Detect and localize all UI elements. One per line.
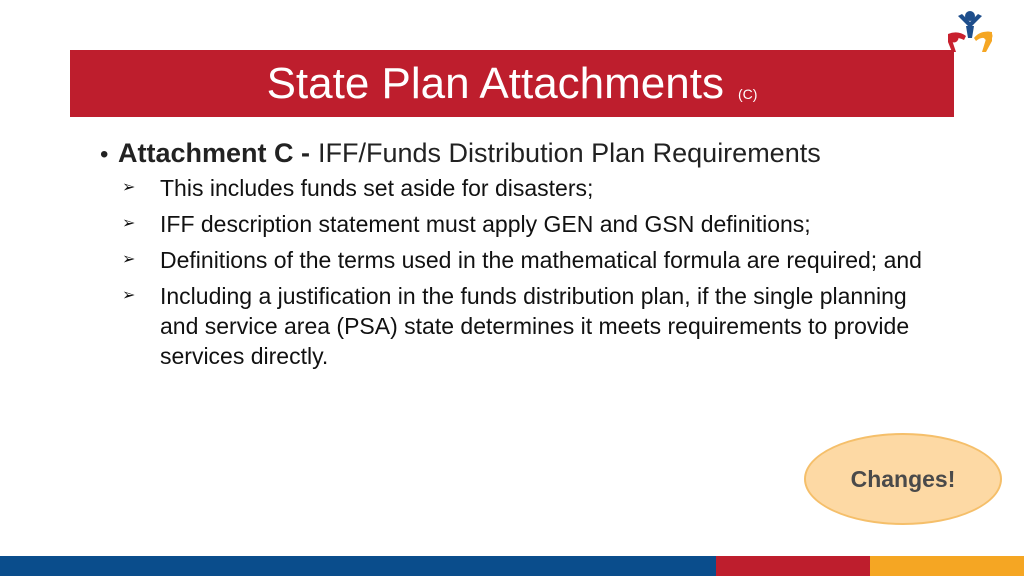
- sub-bullet-text: Definitions of the terms used in the mathematical formula are required; and: [160, 247, 922, 273]
- footer-blue-segment: [0, 556, 716, 576]
- arrowhead-icon: ➢: [122, 287, 136, 304]
- main-bullet-text: IFF/Funds Distribution Plan Requirements: [318, 138, 821, 168]
- sub-bullet-item: [100, 173, 940, 203]
- footer-color-bar: [0, 556, 1024, 576]
- arrowhead-icon: ➢: [122, 251, 136, 268]
- organization-logo-icon: [944, 8, 996, 56]
- sub-bullet-text: IFF description statement must apply GEN and GSN definitions;: [160, 211, 811, 237]
- footer-orange-segment: [870, 556, 1024, 576]
- slide-title: State Plan Attachments: [266, 58, 724, 108]
- arrowhead-icon: ➢: [122, 179, 136, 196]
- sub-bullet-item: [100, 209, 940, 239]
- sub-bullet-text: Including a justification in the funds distribution plan, if the single planning and service area (PSA) state determines it meets requirements to provide services directly.: [160, 283, 910, 369]
- footer-red-segment: [716, 556, 870, 576]
- main-bullet-bold: Attachment C -: [118, 138, 311, 168]
- slide-content: [100, 138, 940, 377]
- sub-bullet-list: [100, 173, 940, 371]
- arrowhead-icon: ➢: [122, 215, 136, 232]
- changes-badge: [804, 433, 1002, 525]
- bullet-dot-icon: •: [100, 141, 109, 168]
- sub-bullet-text: This includes funds set aside for disasters;: [160, 175, 594, 201]
- slide-title-suffix: (C): [737, 85, 758, 102]
- changes-badge-label: Changes!: [850, 465, 956, 492]
- main-bullet: [100, 138, 940, 169]
- sub-bullet-item: [100, 245, 940, 275]
- title-bar: [70, 50, 954, 117]
- sub-bullet-item: [100, 281, 940, 371]
